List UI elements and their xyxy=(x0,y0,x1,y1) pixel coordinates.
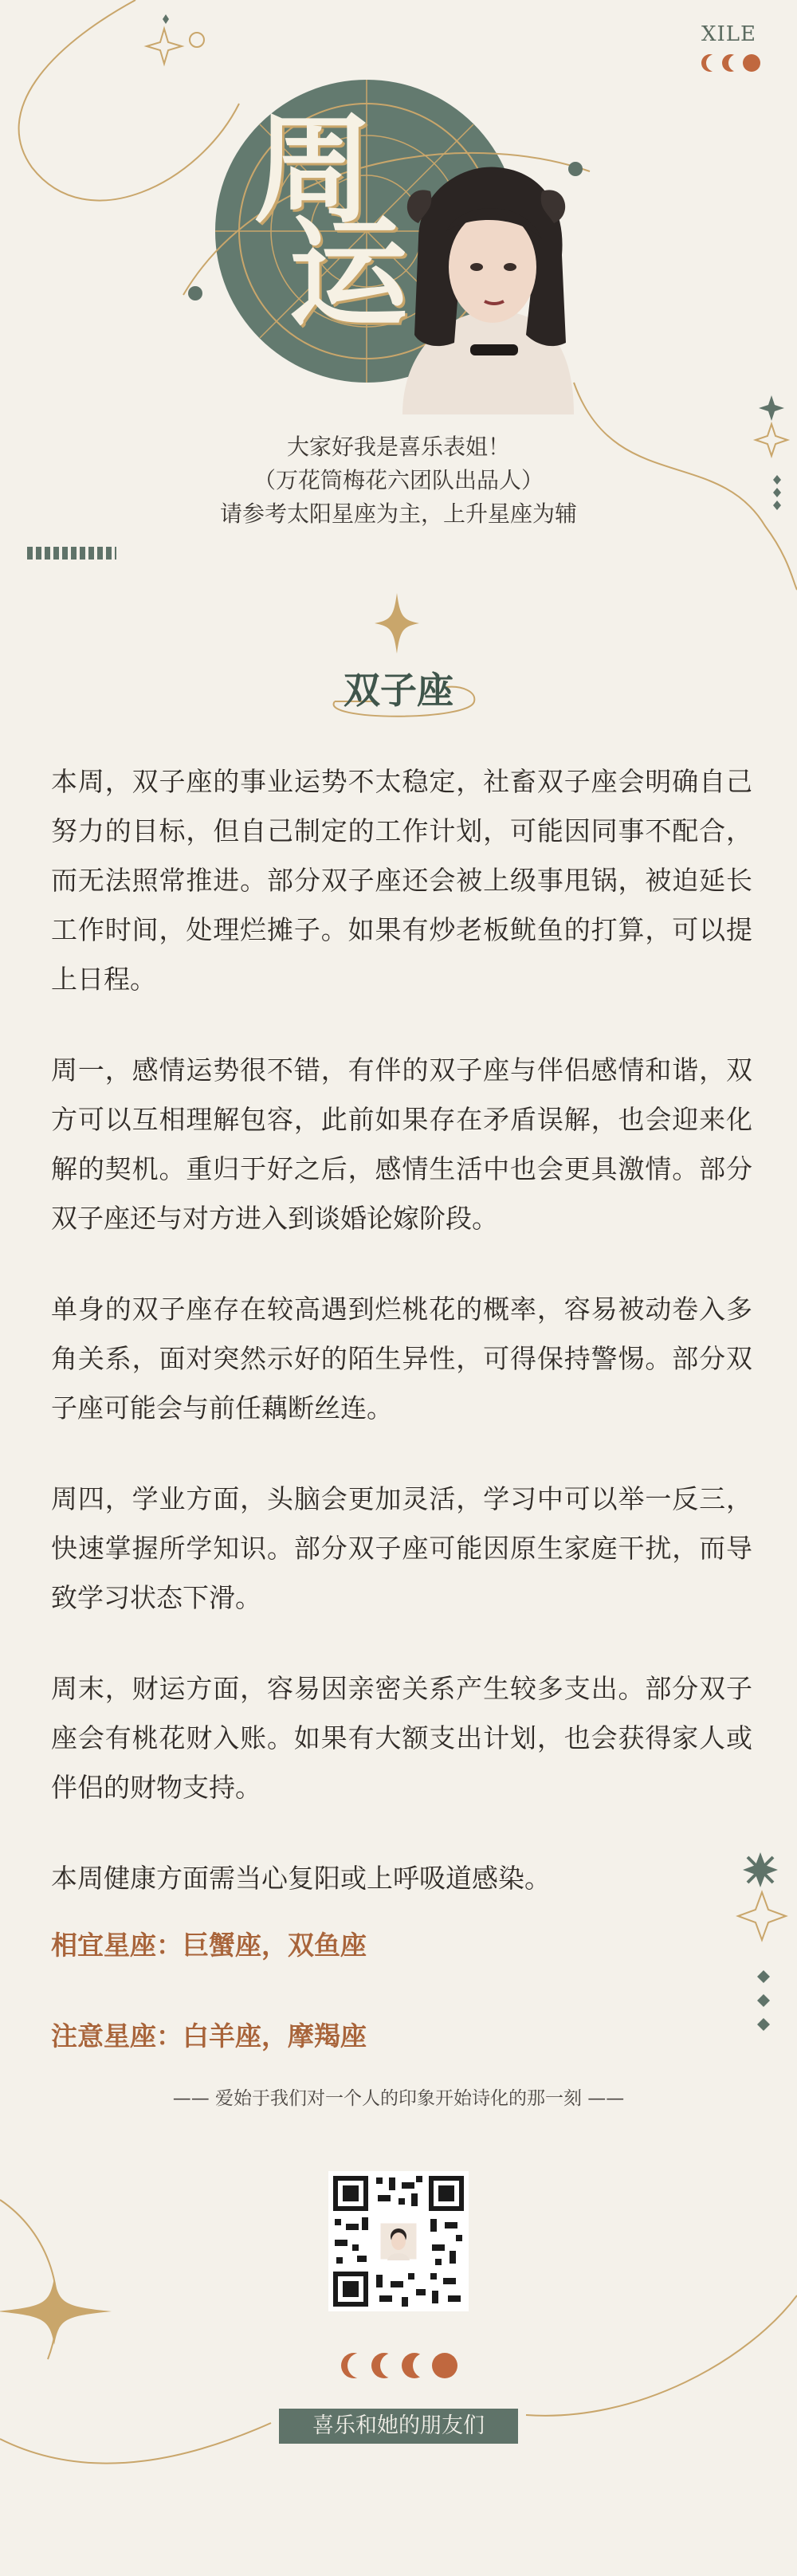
sparkle-star-icon xyxy=(759,395,784,421)
sparkle-star-icon xyxy=(375,593,419,654)
sparkle-star-icon xyxy=(0,2278,112,2345)
intro-text xyxy=(0,430,797,531)
paragraph: 周末，财运方面，容易因亲密关系产生较多支出。部分双子座会有桃花财入账。如果有大额支出计划，也会获得家人或伴侣的财物支持。 xyxy=(51,1673,752,1803)
quote-line: —— 爱始于我们对一个人的印象开始诗化的那一刻 —— xyxy=(172,2088,625,2109)
qr-code[interactable] xyxy=(328,2171,469,2311)
avatar-illustration xyxy=(402,167,574,414)
intro-line: （万花筒梅花六团队出品人） xyxy=(253,467,544,493)
paragraph: 单身的双子座存在较高遇到烂桃花的概率，容易被动卷入多角关系，面对突然示好的陌生异性，可得保持警惕。部分双子座可能会与前任藕断丝连。 xyxy=(51,1294,752,1423)
paragraph: 周一，感情运势很不错，有伴的双子座与伴侣感情和谐，双方可以互相理解包容，此前如果存在矛盾误解，也会迎来化解的契机。重归于好之后，感情生活中也会更具激情。部分双子座还与对方进入到谈婚论嫁阶段。 xyxy=(51,1054,752,1234)
compatible-signs: 相宜星座：巨蟹座，双鱼座 xyxy=(51,1930,367,1961)
moon-phase-icon xyxy=(701,54,760,72)
intro-line: 大家好我是喜乐表姐！ xyxy=(286,434,510,460)
zodiac-title: 双子座 xyxy=(344,669,453,712)
intro-line: 请参考太阳星座为主，上升星座为辅 xyxy=(219,501,577,527)
paragraph: 周四，学业方面，头脑会更加灵活，学习中可以举一反三，快速掌握所学知识。部分双子座可能因原生家庭干扰，而导致学习状态下滑。 xyxy=(51,1483,752,1613)
footer-group-button[interactable]: 喜乐和她的朋友们 xyxy=(279,2409,518,2444)
decorative-bars xyxy=(27,547,116,560)
paragraph: 本周健康方面需当心复阳或上呼吸道感染。 xyxy=(51,1863,551,1894)
brand-logo-text: XILE xyxy=(701,22,757,46)
header-title-char-1: 周 xyxy=(253,100,374,240)
header-title-char-2: 运 xyxy=(289,203,409,344)
paragraph: 本周，双子座的事业运势不太稳定，社畜双子座会明确自己努力的目标，但自己制定的工作计划，可能因同事不配合，而无法照常推进。部分双子座还会被上级事甩锅，被迫延长工作时间，处理烂摊子。如果有炒老板鱿鱼的打算，可以提上日程。 xyxy=(51,766,752,995)
caution-signs: 注意星座：白羊座，摩羯座 xyxy=(51,2020,367,2052)
sparkle-star-icon xyxy=(147,29,182,64)
moon-phase-icon xyxy=(341,2353,457,2378)
horoscope-content xyxy=(51,757,752,2103)
